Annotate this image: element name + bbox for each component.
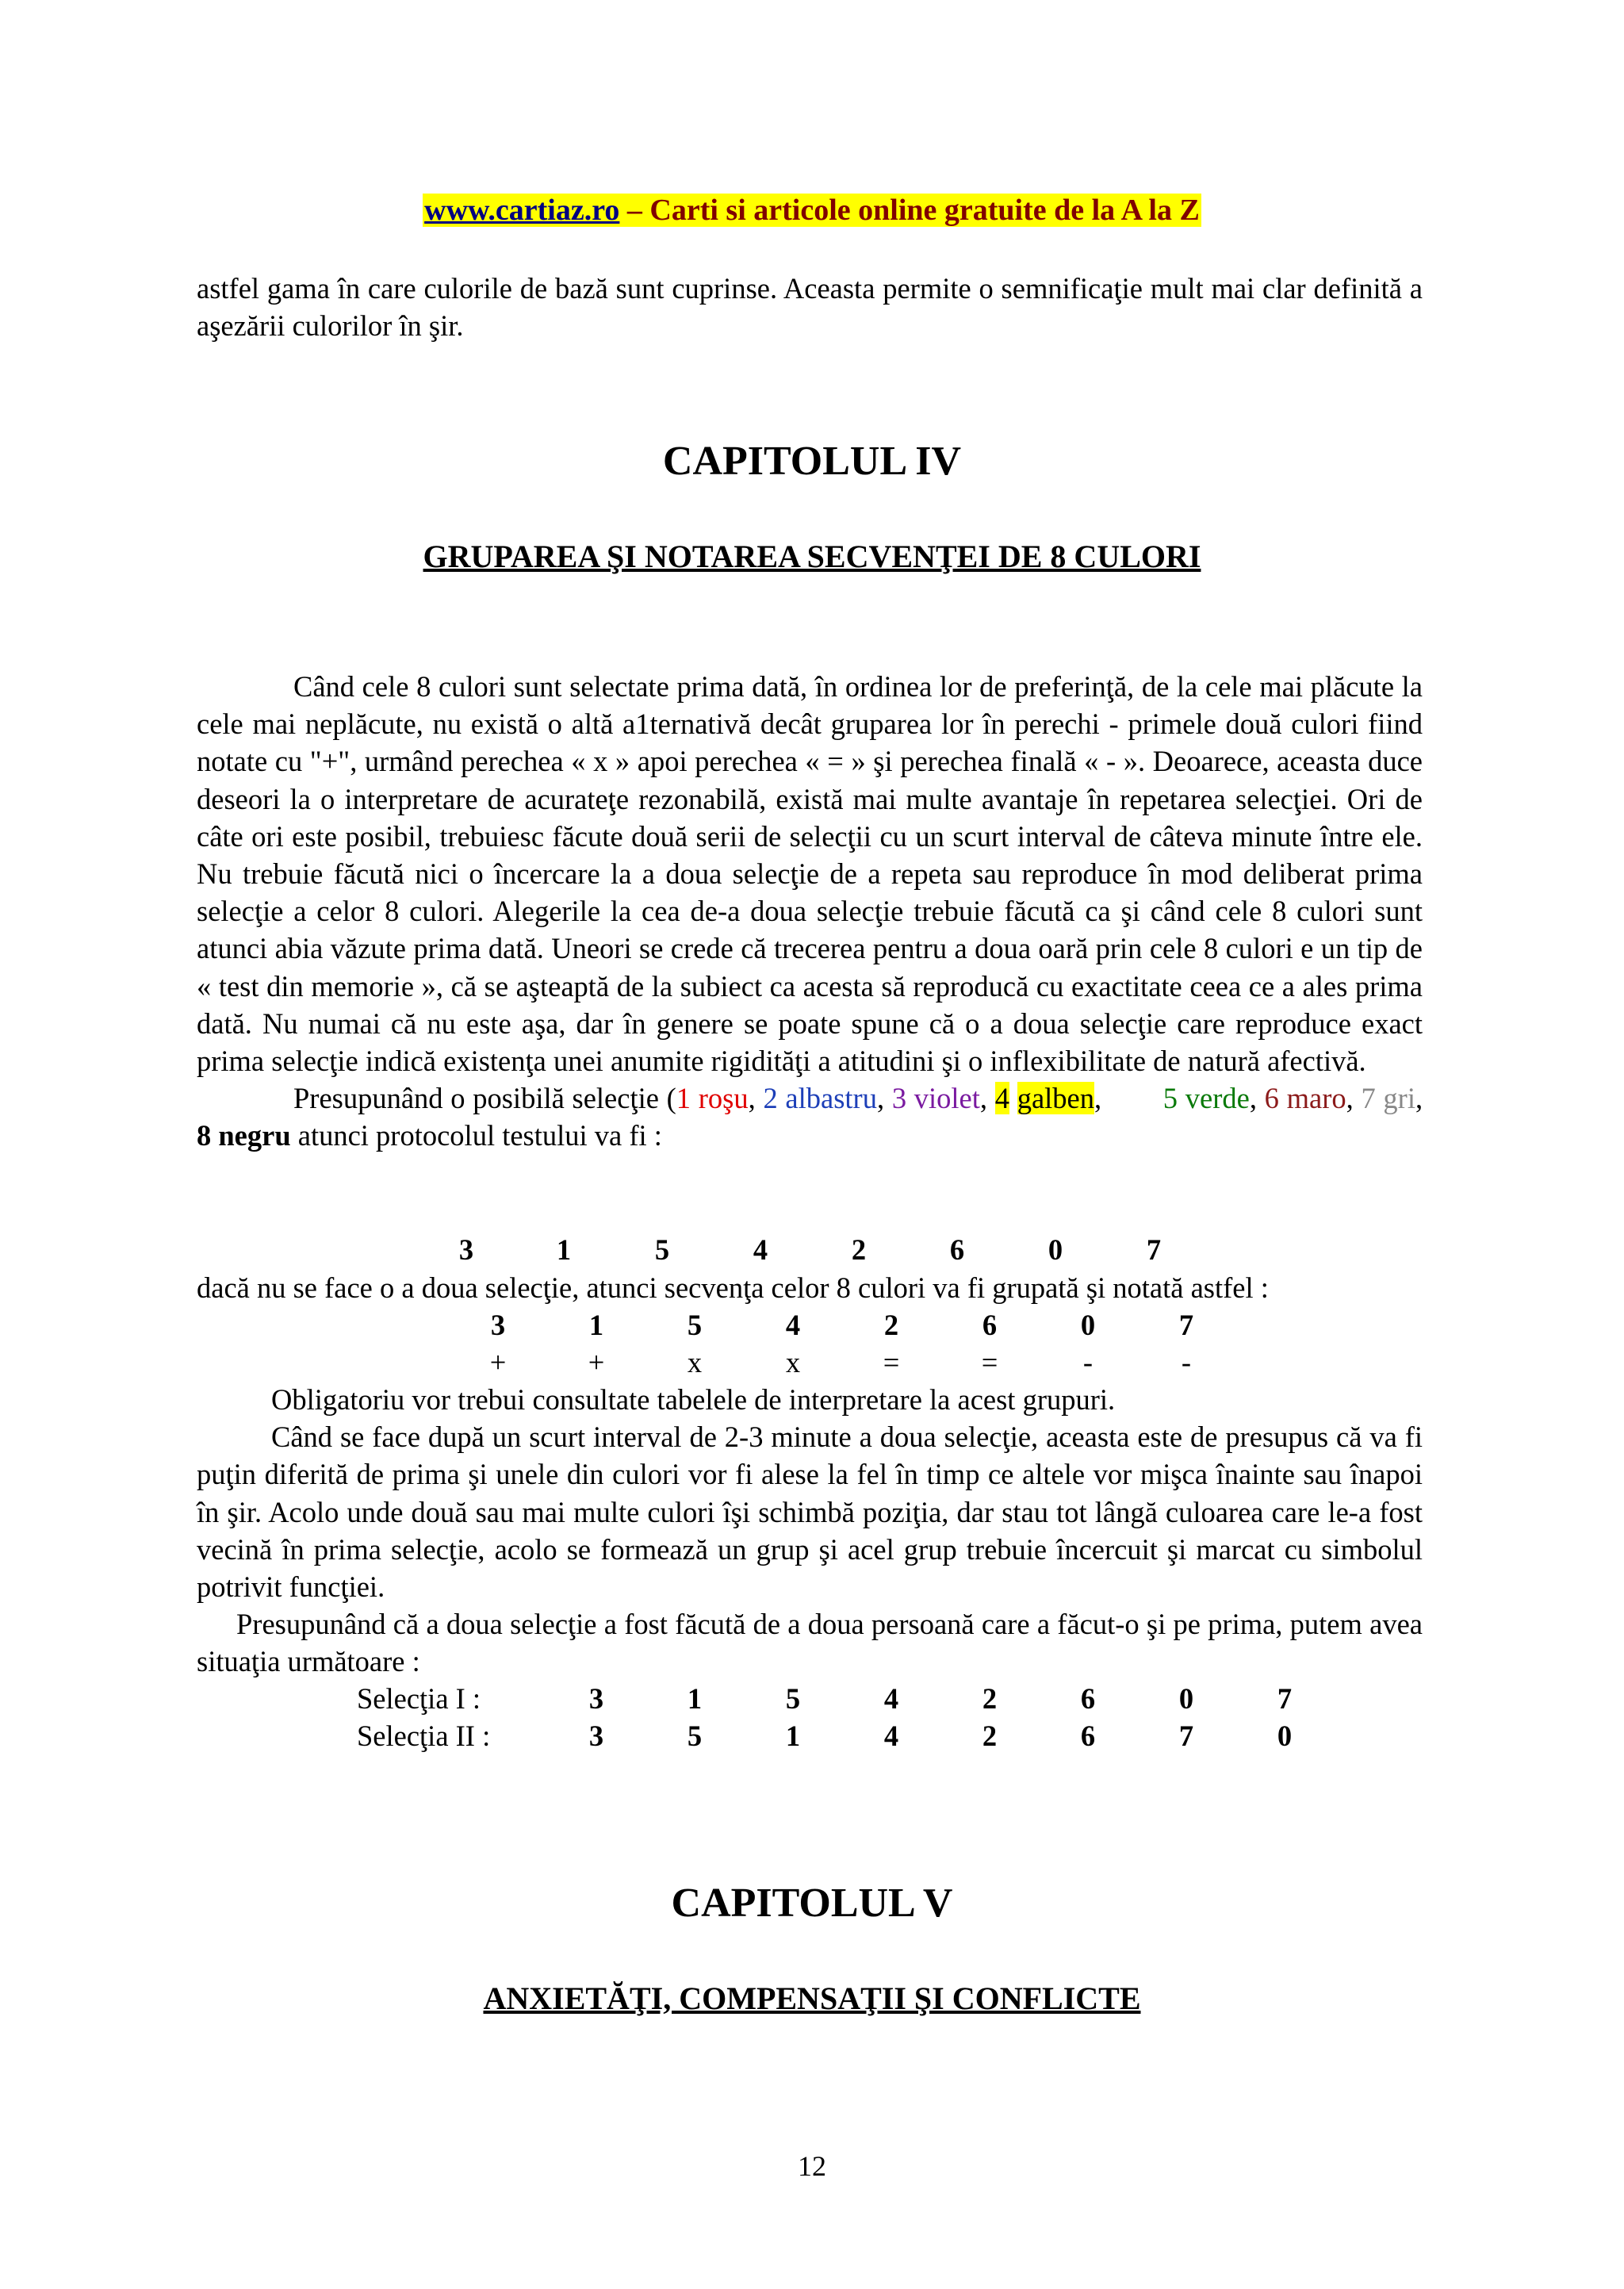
seq1-value: 6 — [949, 1233, 965, 1266]
selection-row-2 — [0, 1717, 1624, 1754]
lower-paragraph-block — [197, 1381, 1423, 1681]
seq2-value: 6 — [982, 1309, 998, 1341]
chapter-4-subtitle: GRUPAREA ŞI NOTAREA SECVENŢEI DE 8 CULORI — [423, 539, 1201, 574]
color-yellow: galben — [1017, 1082, 1095, 1115]
page-number: 12 — [798, 2150, 826, 2182]
seq2-value: 5 — [687, 1309, 703, 1341]
selection-tail: atunci protocolul testului va fi : — [290, 1119, 662, 1152]
selection-value: 6 — [1080, 1720, 1096, 1752]
selection-row-1 — [0, 1680, 1624, 1717]
paragraph-3: Când se face după un scurt interval de 2-3 minute a doua selecţie, aceasta este de presupus că va fi puţin diferită de prima şi unele din culori vor fi alese la fel în timp ce altele vor mişca înainte sau înapoi în şir. Acolo unde două sau mai multe culori îşi schimbă poziţia, dar stau tot lângă culoarea care le-a fost vecină în prima selecţie, acolo se formează un grup şi acel grup trebuie încercuit şi marcat cu simbolul potrivit funcţiei. — [197, 1421, 1423, 1604]
selection-value: 0 — [1178, 1682, 1194, 1715]
header-highlight — [423, 194, 1201, 227]
seq1-value: 7 — [1146, 1233, 1162, 1266]
seq2-value: 2 — [883, 1309, 899, 1341]
selection-value: 3 — [588, 1720, 604, 1752]
intro-text: astfel gama în care culorile de bază sunt cuprinse. Aceasta permite o semnificaţie mult mai clar definită a aşezării culorilor în şir. — [197, 272, 1423, 343]
seq2-value: 3 — [490, 1309, 506, 1341]
selection-lead: Presupunând o posibilă selecţie ( — [293, 1082, 676, 1115]
seq2-value: 4 — [785, 1309, 801, 1341]
chapter-5-subtitle: ANXIETĂŢI, COMPENSAŢII ŞI CONFLICTE — [483, 1980, 1141, 2016]
seq2-value: 7 — [1178, 1309, 1194, 1341]
color-blue: 2 albastru — [763, 1082, 877, 1115]
paragraph-1: Când cele 8 culori sunt selectate prima dată, în ordinea lor de preferinţă, de la cele mai plăcute la cele mai neplăcute, nu există o altă a1ternativă decât gruparea lor în perechi - primele două culori fiind notate cu "+", urmând perechea « x » apoi perechea « = » şi perechea finală « - ». Deoarece, aceasta duce deseori la o interpretare de acurateţe rezonabilă, există mai multe avantaje în repetarea selecţiei. Ori de câte ori este posibil, trebuiesc făcute două serii de selecţii cu un scurt interval de câteva minute între ele. Nu trebuie făcută nici o încercare la a doua selecţie de a repeta sau reproduce în mod deliberat prima selecţie a celor 8 culori. Alegerile la cea de-a doua selecţie trebuie făcută ca şi când cele 8 culori sunt atunci abia văzute prima dată. Uneori se crede că trecerea pentru a doua oară prin cele 8 culori e un tip de « test din memorie », că se aşteaptă de la subiect ca acesta să reproducă cu exactitate ceea ce a ales prima dată. Nu numai că nu este aşa, dar în genere se poate spune că o a doua selecţie care reproduce exact prima selecţie indică existenţa unei anumite rigidităţi a atitudini şi o inflexibilitate de natură afectivă. — [197, 670, 1423, 1078]
selection-label: Selecţia I : — [357, 1682, 481, 1715]
selection-value: 2 — [982, 1682, 998, 1715]
group-symbol: x — [785, 1346, 801, 1378]
seq1-value: 4 — [753, 1233, 768, 1266]
seq1-value: 3 — [458, 1233, 474, 1266]
site-tagline: – Carti si articole online gratuite de la A la Z — [619, 194, 1200, 227]
main-paragraph-block — [197, 668, 1423, 1155]
seq2-value: 1 — [588, 1309, 604, 1341]
color-yellow-num: 4 — [994, 1082, 1009, 1115]
paragraph-obligatoriu: Obligatoriu vor trebui consultate tabelele de interpretare la acest grupuri. — [271, 1383, 1116, 1416]
selection-label: Selecţia II : — [357, 1720, 491, 1752]
group-symbol: x — [687, 1346, 703, 1378]
selection-value: 4 — [883, 1682, 899, 1715]
selection-value: 3 — [588, 1682, 604, 1715]
paragraph-4: Presupunând că a doua selecţie a fost făcută de a doua persoană care a făcut-o şi pe prima, putem avea situaţia următoare : — [197, 1608, 1423, 1678]
sequence-row-1 — [0, 1231, 1624, 1268]
sequence-row-2 — [0, 1306, 1624, 1344]
color-gray: 7 gri — [1361, 1082, 1415, 1115]
color-brown: 6 maro — [1264, 1082, 1346, 1115]
selection-value: 7 — [1277, 1682, 1293, 1715]
selection-value: 7 — [1178, 1720, 1194, 1752]
group-symbol: + — [588, 1346, 605, 1378]
chapter-5-title: CAPITOLUL V — [671, 1881, 953, 1926]
intro-paragraph — [197, 270, 1423, 344]
seq1-value: 2 — [851, 1233, 867, 1266]
site-header — [0, 193, 1624, 228]
selection-value: 6 — [1080, 1682, 1096, 1715]
seq1-value: 5 — [654, 1233, 670, 1266]
group-symbol: + — [489, 1346, 507, 1378]
selection-value: 1 — [687, 1682, 703, 1715]
selection-value: 1 — [785, 1720, 801, 1752]
selection-value: 4 — [883, 1720, 899, 1752]
group-symbol: - — [1181, 1346, 1192, 1378]
color-violet: 3 violet — [891, 1082, 980, 1115]
selection-value: 5 — [687, 1720, 703, 1752]
group-symbol: - — [1082, 1346, 1094, 1378]
selection-value: 0 — [1277, 1720, 1293, 1752]
second-line — [197, 1269, 1423, 1306]
seq1-value: 0 — [1048, 1233, 1063, 1266]
group-symbol: = — [883, 1346, 900, 1378]
selection-value: 2 — [982, 1720, 998, 1752]
color-green: 5 verde — [1162, 1082, 1250, 1115]
color-black: 8 negru — [197, 1119, 291, 1152]
paragraph-2: Presupunând o posibilă selecţie (1 roşu, 2 albastru, 3 violet, 4 galben, 5 verde, 6 maro, 7 gri, 8 negru atunci protocolul testului va fi : — [197, 1082, 1423, 1152]
selection-value: 5 — [785, 1682, 801, 1715]
second-selection-text: dacă nu se face o a doua selecţie, atunci secvenţa celor 8 culori va fi grupată şi notată astfel : — [197, 1271, 1269, 1304]
seq1-value: 1 — [556, 1233, 572, 1266]
seq2-value: 0 — [1080, 1309, 1096, 1341]
symbol-row — [0, 1344, 1624, 1381]
chapter-4-title: CAPITOLUL IV — [662, 439, 962, 484]
color-red: 1 roşu — [676, 1082, 749, 1115]
group-symbol: = — [981, 1346, 998, 1378]
site-link[interactable]: www.cartiaz.ro — [424, 194, 620, 227]
